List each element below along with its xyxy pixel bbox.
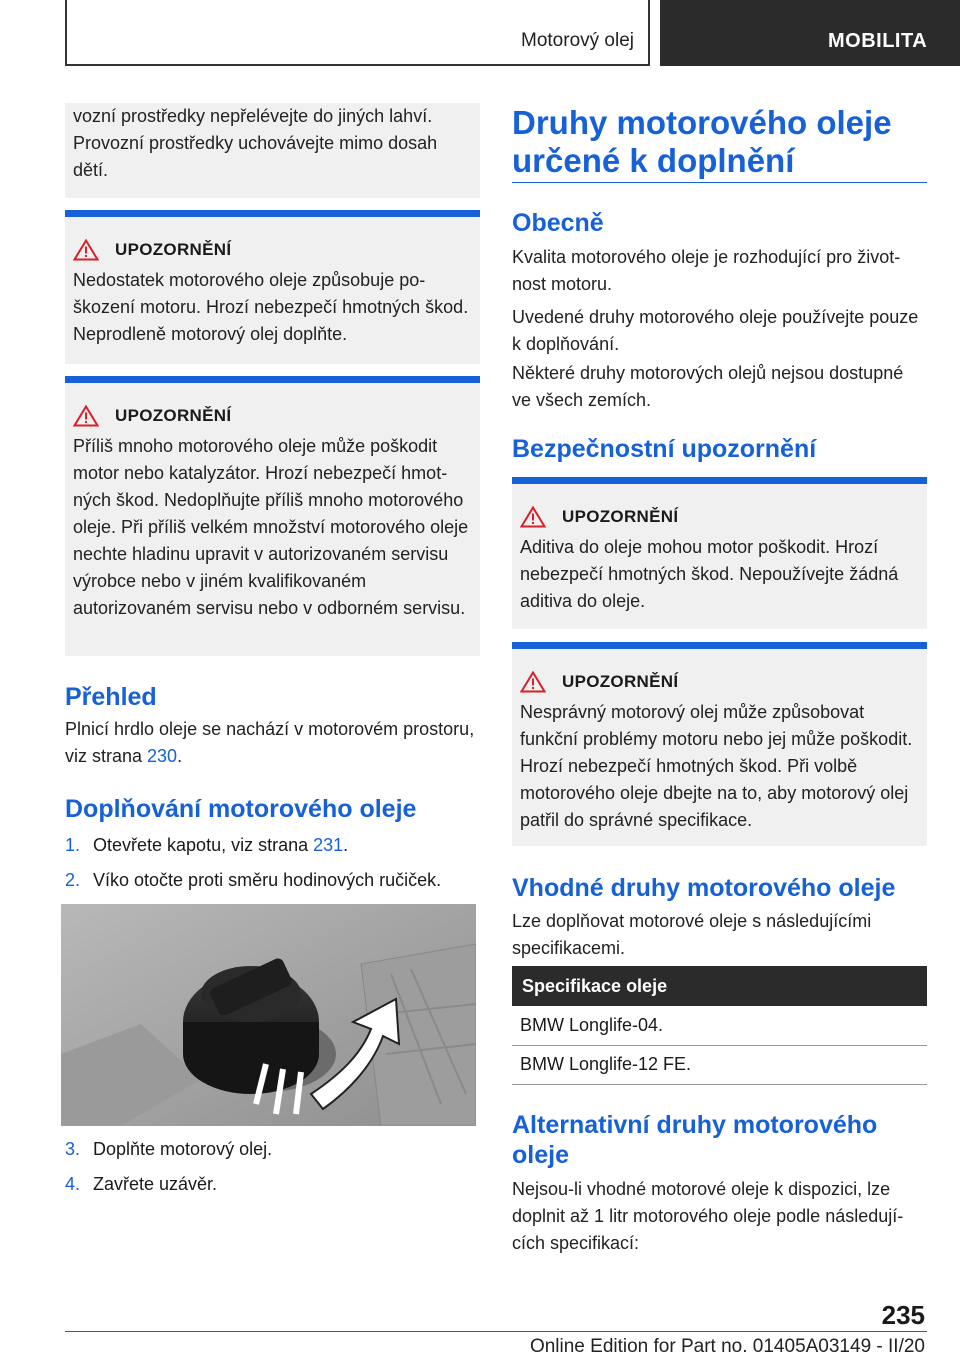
chapter-title: Druhy motorového oleje určené k doplnění <box>512 104 892 179</box>
note-box-continued <box>65 103 480 198</box>
section-title-vhodne: Vhodné druhy motorového oleje <box>512 874 896 902</box>
warning-text: Příliš mnoho motorového oleje může poškodit motor nebo katalyzátor. Hrozí nebezpečí hmotných škod. Nedoplňujte příliš mnoho motorového oleje. Při příliš velkém množství motorového oleje nechte hladinu upravit v autorizovaném servisu výrobce nebo v jiném kvalifikovaném autorizovaném servisu nebo v odborném servisu. <box>73 436 469 618</box>
table-cell: BMW Longlife-12 FE. <box>512 1045 927 1084</box>
header-section-tab <box>660 0 960 66</box>
table-cell: BMW Longlife-04. <box>512 1006 927 1045</box>
section-title-alternativni: Alternativní druhy motorového oleje <box>512 1111 878 1169</box>
list-item: 4. Zavřete uzávěr. <box>65 1174 218 1194</box>
section-title-bezpecnostni: Bezpečnostní upozornění <box>512 435 817 463</box>
warning-triangle-icon <box>520 506 546 528</box>
page-number: 235 <box>881 1300 925 1330</box>
warning-text: Nedostatek motorového oleje způsobuje poškození motoru. Hrozí nebezpečí hmotných škod. Neprodleně motorový olej doplňte. <box>73 270 469 344</box>
section-title-obecne: Obecně <box>512 209 604 237</box>
warning-label: UPOZORNĚNÍ <box>562 672 679 691</box>
warning-label: UPOZORNĚNÍ <box>115 240 232 259</box>
warning-header <box>520 506 919 528</box>
warning-header <box>520 671 919 693</box>
warning-box-too-much-oil <box>65 376 480 656</box>
table-header-row <box>512 966 927 1006</box>
page-link-231[interactable]: 231 <box>313 835 344 855</box>
warning-triangle-icon <box>73 405 99 427</box>
vhodne-text: Lze doplňovat motorové oleje s následujícími specifikacemi. <box>512 911 872 958</box>
warning-box-wrong-oil <box>512 642 927 846</box>
table-header-cell: Specifikace oleje <box>512 966 927 1006</box>
note-box-text: vozní prostředky nepřelévejte do jiných lahví. Provozní prostředky uchovávejte mimo dosah dětí. <box>73 106 438 180</box>
list-item: 3. Doplňte motorový olej. <box>65 1139 273 1159</box>
obecne-paragraph-3: Některé druhy motorových olejů nejsou dostupné ve všech zemích. <box>512 363 904 410</box>
warning-label: UPOZORNĚNÍ <box>115 406 232 425</box>
table-row <box>512 1045 927 1084</box>
section-title-prehled: Přehled <box>65 683 157 711</box>
prehled-text: Plnicí hrdlo oleje se nachází v motorovém prostoru, viz strana 230. <box>65 719 475 766</box>
warning-header <box>73 239 472 261</box>
oil-cap-photo <box>61 904 476 1126</box>
warning-triangle-icon <box>73 239 99 261</box>
title-divider <box>512 182 927 183</box>
obecne-paragraph-1: Kvalita motorového oleje je rozhodující pro životnost motoru. <box>512 247 901 294</box>
page-link-230[interactable]: 230 <box>147 746 178 766</box>
steps-list-b <box>65 1136 480 1198</box>
warning-text: Aditiva do oleje mohou motor poškodit. Hrozí nebezpečí hmotných škod. Nepoužívejte žádná aditiva do oleje. <box>520 537 899 611</box>
warning-box-low-oil <box>65 210 480 364</box>
header-title-box <box>65 0 650 66</box>
header-section-label: MOBILITA <box>828 30 928 52</box>
header-title: Motorový olej <box>521 30 634 51</box>
page-header <box>0 0 960 66</box>
alternativni-text: Nejsou-li vhodné motorové oleje k dispozici, lze doplnit až 1 litr motorového oleje podle následujících specifikací: <box>512 1179 904 1253</box>
warning-header <box>73 405 472 427</box>
list-item: 1. Otevřete kapotu, viz strana 231. <box>65 835 349 855</box>
steps-list-a <box>65 832 480 894</box>
warning-label: UPOZORNĚNÍ <box>562 507 679 526</box>
obecne-paragraph-2: Uvedené druhy motorového oleje používejte pouze k doplňování. <box>512 307 919 354</box>
footer-edition: Online Edition for Part no. 01405A03149 - II/20 <box>529 1336 925 1357</box>
section-title-doplnovani: Doplňování motorového oleje <box>65 795 417 823</box>
spec-table <box>512 966 927 1085</box>
oil-cap-illustration <box>61 904 476 1126</box>
footer-divider <box>65 1331 927 1332</box>
list-item: 2. Víko otočte proti směru hodinových ručiček. <box>65 870 442 890</box>
table-row <box>512 1006 927 1045</box>
warning-text: Nesprávný motorový olej může způsobovat funkční problémy motoru nebo jej může poškodit. Hrozí nebezpečí hmotných škod. Při volbě motorového oleje dbejte na to, aby motorový olej patřil do správné specifikace. <box>520 702 913 830</box>
warning-triangle-icon <box>520 671 546 693</box>
warning-box-additives <box>512 477 927 629</box>
